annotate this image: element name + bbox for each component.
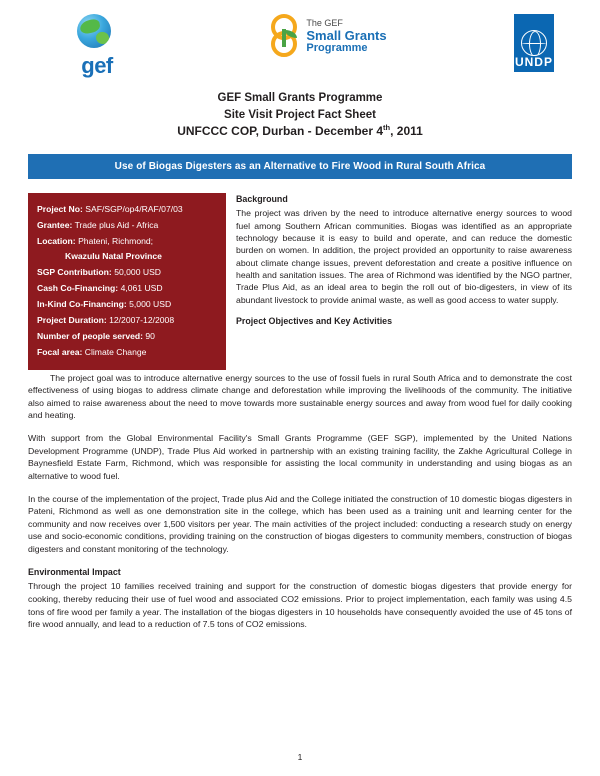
undp-globe-icon: [521, 30, 547, 56]
gef-globe-icon: [77, 14, 117, 52]
background-heading: Background: [236, 193, 288, 204]
page-title: [100, 90, 500, 141]
detail-location-line2: Kwazulu Natal Province: [65, 251, 162, 262]
sgp-logo: [267, 14, 386, 60]
objectives-heading: Project Objectives and Key Activities: [236, 316, 393, 327]
sgp-line-3: Programme: [306, 41, 368, 54]
undp-logo: [514, 14, 554, 72]
continued-text: [28, 372, 572, 631]
title-line-3-sup: th: [383, 123, 391, 133]
title-line-2: Site Visit Project Fact Sheet: [224, 108, 376, 121]
project-details-box: [28, 193, 226, 370]
sgp-seed-icon: [267, 14, 301, 60]
title-line-3-pre: UNFCCC COP, Durban - December 4: [177, 124, 384, 139]
detail-cash-cofinancing: Cash Co-Financing: 4,061 USD: [37, 283, 163, 294]
gef-logo: [54, 14, 140, 79]
detail-people-served: Number of people served: 90: [37, 330, 155, 341]
undp-wordmark: UNDP: [514, 55, 553, 70]
detail-grantee: Grantee: Trade plus Aid - Africa: [37, 219, 159, 230]
title-line-3-post: , 2011: [390, 124, 423, 139]
detail-inkind-cofinancing: In-Kind Co-Financing: 5,000 USD: [37, 299, 172, 310]
page-number: 1: [297, 752, 303, 762]
title-line-1: GEF Small Grants Programme: [217, 92, 383, 104]
title-line-3: [100, 123, 500, 140]
body-columns: [28, 193, 572, 370]
sgp-line-1: The GEF: [306, 18, 343, 29]
impact-paragraph: Through the project 10 families received training and support for the construction of domestic biogas digesters that provide energy for cooking, thereby reducing their use of fuel wood and associated CO2 emissions. Prior to project implementation, each family was using 4.5 tons of fire wood per family a year. The installation of the biogas digesters in 10 households have consequently avoided the use of 45 tons of fire wood annually, and lead to a reduction of 7.5 tons of CO2 emissions.: [28, 581, 572, 630]
impact-heading: Environmental Impact: [28, 566, 121, 577]
detail-focal-area: Focal area: Climate Change: [37, 346, 147, 357]
sgp-line-2: Small Grants: [306, 27, 387, 43]
implementation-paragraph: In the course of the implementation of the project, Trade plus Aid and the College initiated the construction of 10 domestic biogas digesters in Pateni, Richmond as well as one demonstration site in the college, which has been used as a training unit and learning center for the community and now receives over 1,500 visitors per year. The main activities of the project included: conducting a research study on energy use and socio-economic conditions, providing training on the construction of biogas digesters to community members, construction of biogas digesters and constant monitoring of the technology.: [28, 493, 572, 554]
detail-location: Location: Phateni, Richmond;: [37, 235, 154, 246]
background-paragraph: The project was driven by the need to introduce alternative energy sources to wood fuel among Southern African communities. Biogas was identified as an appropriate technology because it is easy to build and operate, and can reduce the domestic burden on women. In addition, the project provided an opportunity to raise awareness about climate change issues, prevent deforestation and create a positive influence on health and sanitation issues. The area of Richmond was identified by the NGO partner, Trade Plus Aid, as an ideal area to begin the roll out of bio-digesters, in view of its abundant livestock to provide animal waste, as well as good access to water supply.: [236, 208, 572, 305]
detail-project-no: Project No: SAF/SGP/op4/RAF/07/03: [37, 203, 183, 214]
project-banner: Use of Biogas Digesters as an Alternative to Fire Wood in Rural South Africa: [28, 154, 572, 179]
main-text-column: [226, 193, 572, 370]
logo-row: [28, 14, 572, 84]
detail-sgp-contribution: SGP Contribution: 50,000 USD: [37, 267, 162, 278]
gef-wordmark: gef: [81, 53, 113, 78]
objectives-paragraph: The project goal was to introduce alternative energy sources to the use of fossil fuels in rural South Africa and to demonstrate the cost effectiveness of using biogas to address climate change and deforestation while improving the livelihoods of the community. The initiative also aimed to raise awareness about the need to move towards more sustainable energy sources and away from wood fuel for daily cooking and heating.: [28, 372, 572, 421]
detail-project-duration: Project Duration: 12/2007-12/2008: [37, 314, 175, 325]
support-paragraph: With support from the Global Environmental Facility's Small Grants Programme (GEF SGP), implemented by the United Nations Development Programme (UNDP), Trade Plus Aid worked in partnership with an existing training facility, the Zakhe Agricultural College in Baynesfield Estate Farm, Richmond, which was responsible for assisting the local community in understanding and using biogas as an alternative to wood fuel.: [28, 433, 572, 481]
